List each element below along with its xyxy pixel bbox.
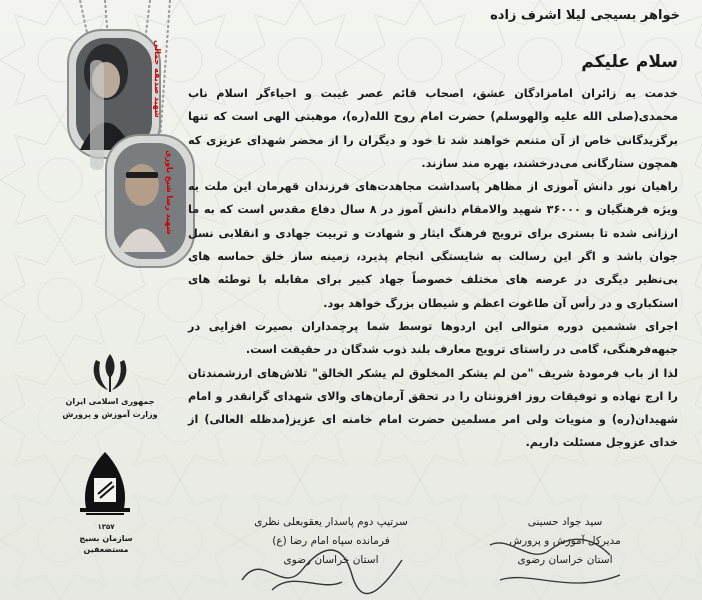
paragraph-4: لذا از باب فرمودهٔ شریف "من لم یشکر المخلوق لم یشکر الخالق" تلاش‌های ارزشمندتان را ارج نهاده و توفیقات روز افزونتان را در تحقق آرمان‌های والای شهدای گرانقدر و امام شهیدان(ره) و منویات ولی امر مسلمین حضرت امام خامنه ای عزیز(مدظله العالی) از خدای عزوجل مسئلت داریم. xyxy=(188,366,678,450)
tag1-label: شهید صدیقه جمالی xyxy=(153,40,162,118)
paragraph-3: اجرای ششمین دوره متوالی این اردوها توسط شما پرچمداران بصیرت افزایی در جبهه‌فرهنگی، گامی در راستای ترویج معارف بلند ذوب شدگان در حقیقت است. xyxy=(188,319,678,357)
ministry-caption-1: جمهوری اسلامی ایران xyxy=(65,397,155,406)
recipient-line: خواهر بسیجی لیلا اشرف زاده xyxy=(490,8,680,23)
signature-left-province: استان خراسان رضوی xyxy=(283,554,379,566)
signature-right-title: مدیرکل آموزش و پرورش xyxy=(509,535,621,547)
paragraph-1: خدمت به زائران امامزادگان عشق، اصحاب قائم عصر غیبت و احیاءگر اسلام ناب محمدی(صلی الله علیه والهوسلم) حضرت امام روح الله(ره)، موهبتی الهی است که تنها برگزیدگانی خاص از آن متنعم خواهند شد تا خود و دیگران را از محضر شهدای عزیزی که همچون ستارگانی می‌درخشند، بهره مند سازند. xyxy=(188,87,678,170)
basij-year: ۱۳۵۷ xyxy=(97,523,115,531)
paragraph-2: راهیان نور دانش آموزی از مظاهر پاسداشت مجاهدت‌های فرزندان قهرمان این ملت به ویژه فرهنگیان و ۳۶۰۰۰ شهید والامقام دانش آموز در ۸ سال دفاع مقدس است که به ما ارزانی شده تا بستری برای ترویج فرهنگ ایثار و شهادت و تربیت جهادی و انقلابی نسل جوان باشد و اگر این رسالت به شایستگی انجام پذیرد، زمینه ساز خلق حماسه های بی‌نظیر دیگری در عرصه های مختلف خصوصاً جهاد کبیر برای مقابله با توطئه های استکباری و در رأس آن طاغوت اعظم و شیطان بزرگ خواهد بود. xyxy=(188,180,678,310)
tag2-label: شهید رضا شیخ یاوری xyxy=(165,150,174,235)
basij-caption: سازمان بسیج مستضعفین xyxy=(79,534,133,554)
signature-left-title: فرمانده سپاه امام رضا (ع) xyxy=(272,535,390,547)
signature-right-name: سید جواد حسینی xyxy=(527,516,603,528)
handwritten-signature-right xyxy=(470,525,650,600)
greeting-heading: سلام علیکم xyxy=(581,52,678,72)
letter-body xyxy=(188,82,678,455)
martyr-dog-tags xyxy=(50,0,200,300)
ministry-caption-2: وزارت آموزش و پرورش xyxy=(62,410,158,419)
iran-emblem-icon xyxy=(90,352,130,394)
handwritten-signature-left xyxy=(232,520,432,600)
signature-right-province: استان خراسان رضوی xyxy=(517,554,613,566)
signature-left-name: سرتیپ دوم پاسدار یعقوبعلی نظری xyxy=(254,516,408,528)
basij-logo-icon xyxy=(72,448,138,524)
